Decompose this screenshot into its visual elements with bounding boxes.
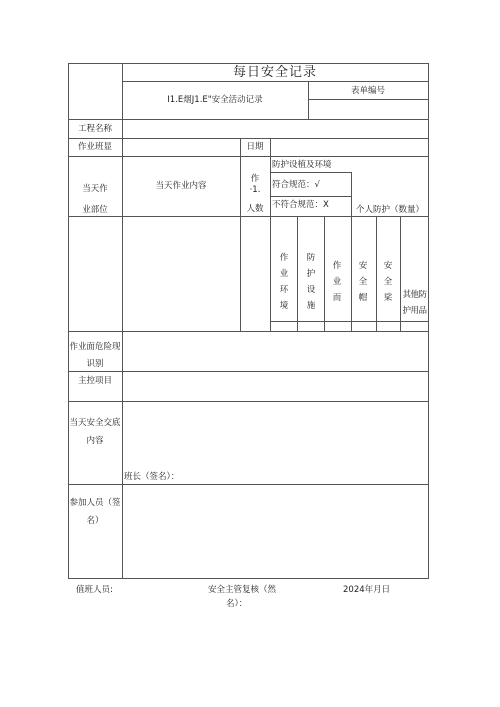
conform-legend: 符合规范：√ [272,180,320,190]
work-area-label-line1: 当天作 [82,184,108,194]
nonconform-legend: 不符合规范：X [272,200,329,210]
work-content-label: 当天作业内容 [155,181,207,191]
activity-record-subtitle: I1.E烟J1.E"安全活动记录 [167,95,263,105]
col-other-ppe-line2: 护用品 [402,306,427,316]
hazard-identification-label-line1: 作业面危险现 [69,342,121,352]
safety-supervisor-review-line1: 安全主管复核（然 [208,585,277,595]
participants-label-line2: 名） [86,516,104,526]
workers-label-line1: 作 [250,174,260,184]
safety-briefing-label-line2: 内容 [86,436,104,446]
participants-label-line1: 参加人员（签 [69,498,121,508]
safety-briefing-label-line1: 当天安全交底 [69,418,121,428]
col-safety-belt: 安全桬 [383,261,393,303]
work-area-label-line2: 业部位 [82,205,108,215]
protection-env-label: 防护设植及环境 [272,160,332,170]
workers-label-line3: 人数 [246,204,264,214]
col-protection-facility: 防护设施 [306,253,316,311]
ppe-label: 个人防护（数量） [355,205,424,215]
workers-label-line2: ·1. [249,185,261,195]
col-work-surface: 作业而 [332,261,342,303]
work-team-label: 作业班显 [77,142,112,152]
form-number-label: 表单编号 [350,86,385,96]
col-other-ppe-line1: 其他防 [402,290,427,300]
on-duty-label: 值班人员: [76,585,113,595]
page-title: 每日安全记录 [232,65,317,80]
safety-supervisor-review-line2: 名）： [226,599,248,609]
col-work-environment: 作业环境 [279,253,289,311]
main-control-label: 主控项目 [77,376,112,386]
date-label: 日期 [246,142,264,152]
footer-date: 2024年月日 [343,585,391,595]
team-leader-signature: 班长（签名）： [124,472,180,482]
col-safety-helmet: 安全帽 [358,261,368,303]
hazard-identification-label-line2: 识别 [86,359,104,369]
project-name-label: 工程名称 [77,124,112,134]
